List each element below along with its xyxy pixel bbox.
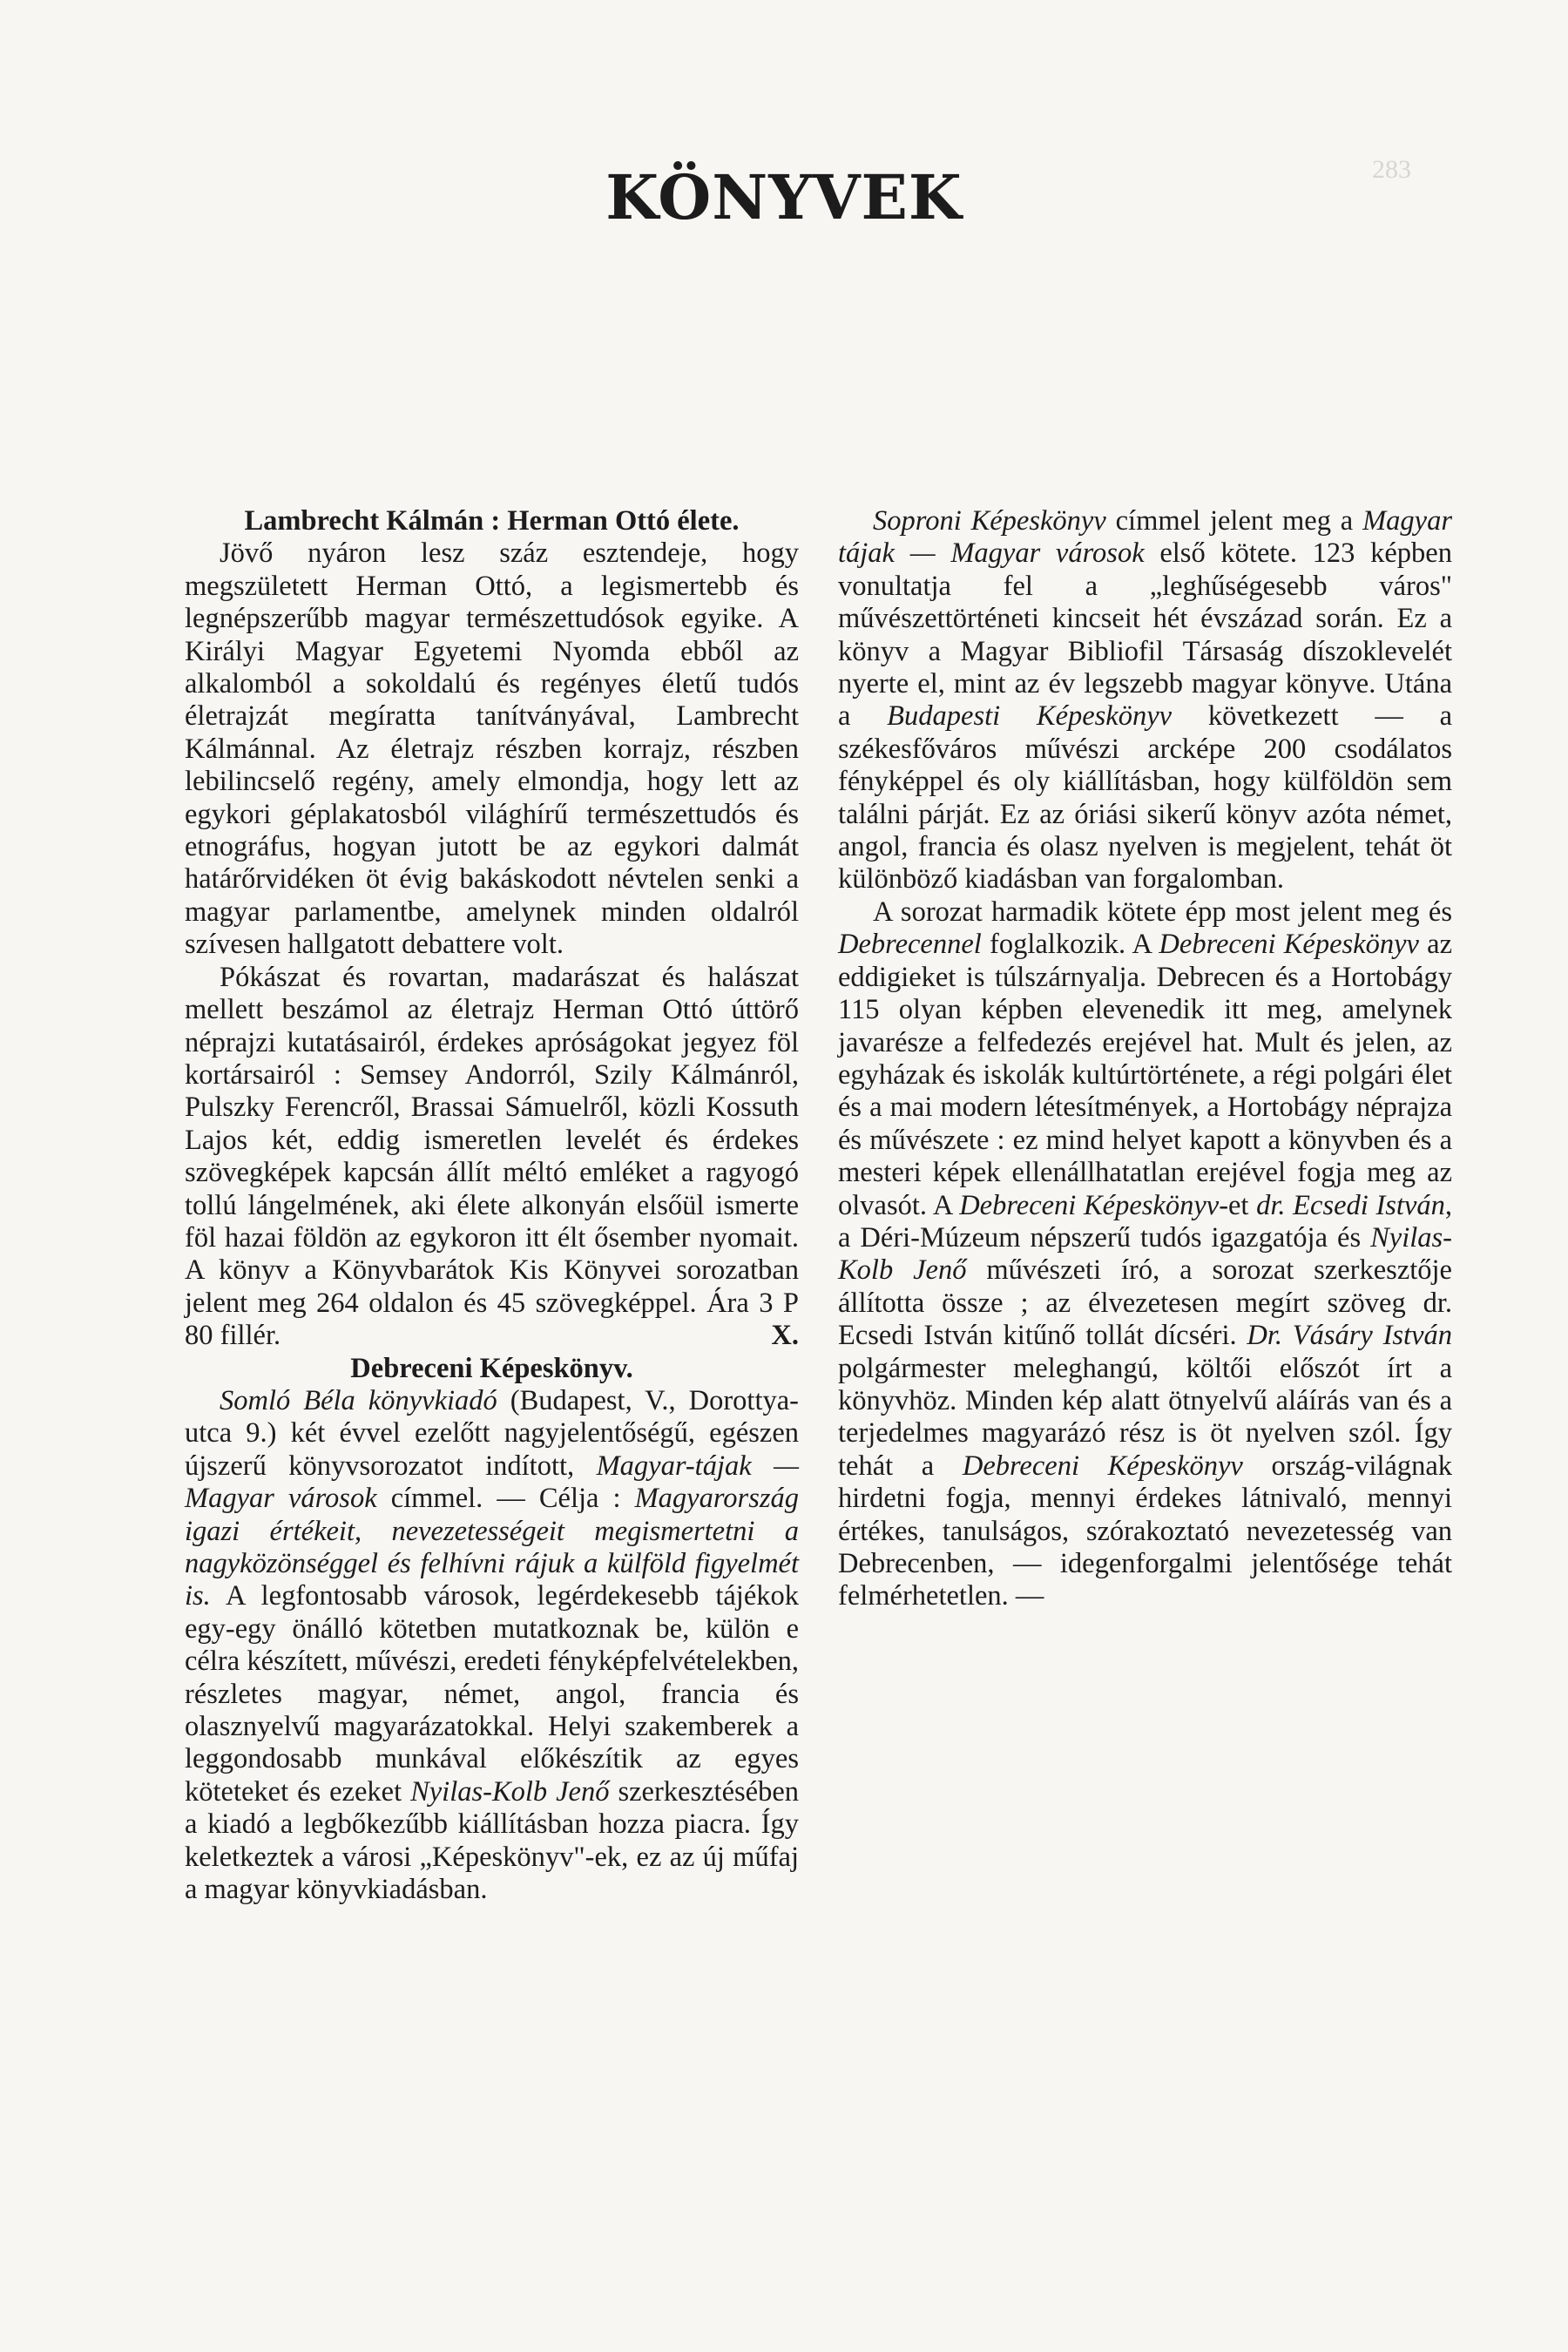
review-1-paragraph-2 — [185, 962, 799, 1353]
page-number: 283 — [1372, 155, 1411, 184]
review-1-heading: Lambrecht Kálmán : Herman Ottó élete. — [244, 505, 740, 537]
right-column — [838, 505, 1452, 1613]
review-1-paragraph-2-text: Pókászat és rovartan, madarászat és halászat mellett beszámol az életrajz Herman Ottó úttörő néprajzi kutatásairól, érdekes apróságokat jegyez föl kortársairól : Semsey Andorról, Szily Kálmánról, Pulszky Ferencről, Brassai Sámuelről, közli Kossuth Lajos két, eddig ismeretlen levelét és érdekes szövegképek kapcsán állít méltó emléket a ragyogó tollú lángelmének, aki élete alkonyán elsőül ismerte föl hazai földön az egykoron itt élt ősember nyomait. A könyv a Könyvbarátok Kis Könyvei sorozatban jelent meg 264 oldalon és 45 szövegképpel. Ára 3 P 80 fillér. — [185, 961, 799, 1352]
review-1-signature: X. — [771, 1320, 799, 1352]
review-2-paragraph-3: A sorozat harmadik kötete épp most jelent meg és Debrecennel foglalkozik. A Debreceni Képeskönyv az eddigieket is túlszárnyalja. Debrecen és a Hortobágy 115 olyan képben elevenedik itt meg, amelynek javarésze a felfedezés erejével hat. Mult és jelen, az egyházak és iskolák kultúrtörténete, a régi polgári élet és a mai modern létesítmények, a Hortobágy néprajza és művészete : ez mind helyet kapott a könyvben és a mesteri képek ellenállhatatlan erejével fogja meg az olvasót. A Debreceni Képeskönyv-et dr. Ecsedi István, a Déri-Múzeum népszerű tudós igazgatója és Nyilas-Kolb Jenő művészeti író, a sorozat szerkesztője állította össze ; az élvezetesen megírt szöveg dr. Ecsedi István kitűnő tollát dícséri. Dr. Vásáry István polgármester meleghangú, költői előszót írt a könyvhöz. Minden kép alatt ötnyelvű aláírás van és a terjedelmes magyarázó rész is öt nyelven szól. Így tehát a Debreceni Képeskönyv ország-világnak hirdetni fogja, mennyi érdekes látnivaló, mennyi értékes, tanulságos, szórakoztató nevezetesség van Debrecenben, — idegenforgalmi jelentősége tehát felmérhetetlen. — — [838, 896, 1452, 1612]
review-2-paragraph-2: Soproni Képeskönyv címmel jelent meg a Magyar tájak — Magyar városok első kötete. 123 képben vonultatja fel a „leghűségesebb város" művészettörténeti kincseit hét évszázad során. Ez a könyv a Magyar Bibliofil Társaság díszoklevelét nyerte el, mint az év legszebb magyar könyve. Utána a Budapesti Képeskönyv következett — a székesfőváros művészi arcképe 200 csodálatos fényképpel és oly kiállításban, hogy külföldön sem találni párját. Ez az óriási sikerű könyv azóta német, angol, francia és olasz nyelven is megjelent, tehát öt különböző kiadásban van forgalomban. — [838, 505, 1453, 896]
editor-name: Nyilas-Kolb Jenő — [410, 1775, 610, 1808]
left-column — [185, 505, 799, 1906]
review-1-paragraph-1: Jövő nyáron lesz száz esztendeje, hogy megszületett Herman Ottó, a legismertebb és legnépszerűbb magyar természettudósok egyike. A Királyi Magyar Egyetemi Nyomda ebből az alkalomból a sokoldalú és regényes életű tudós életrajzát megíratta tanítványával, Lambrecht Kálmánnal. Az életrajz részben korrajz, részben lebilincselő regény, amely elmondja, hogy lett az egykori géplakatosból világhírű természettudós és etnográfus, hogyan jutott be az egykori dalmát határőrvidéken öt évig bakáskodott névtelen senki a magyar parlamentbe, amelynek minden oldalról szívesen hallgatott debattere volt. — [185, 537, 799, 961]
review-2-paragraph-1: Somló Béla könyvkiadó (Budapest, V., Dorottya-utca 9.) két évvel ezelőtt nagyjelentőségű, egészen újszerű könyvsorozatot indított, Magyar-tájak — Magyar városok címmel. — Célja : Magyarország igazi értékeit, nevezetességeit megismertetni a nagyközönséggel és felhívni rájuk a külföld figyelmét is. A legfontosabb városok, legérdekesebb tájékok egy-egy önálló kötetben mutatkoznak be, külön e célra készített, művészi, eredeti fényképfelvételekben, részletes magyar, német, angol, francia és olasznyelvű magyarázatokkal. Helyi szakemberek a leggondosabb munkával előkészítik az egyes köteteket és ezeket Nyilas-Kolb Jenő szerkesztésében a kiadó a legbőkezűbb kiállításban hozza piacra. Így keletkeztek a városi „Képeskönyv"-ek, ez az új műfaj a magyar könyvkiadásban. — [185, 1384, 799, 1906]
publisher-name: Somló Béla könyvkiadó — [220, 1384, 497, 1416]
review-2-heading: Debreceni Képeskönyv. — [350, 1352, 633, 1384]
series-aim: Magyarország igazi értékeit, nevezetességeit megismertetni a nagyközönséggel és felhívni rájuk a külföld figyelmét is. — [185, 1483, 799, 1612]
series-title: Magyar-tájak — Magyar városok — [185, 1450, 799, 1515]
page-title: KÖNYVEK — [605, 161, 963, 233]
